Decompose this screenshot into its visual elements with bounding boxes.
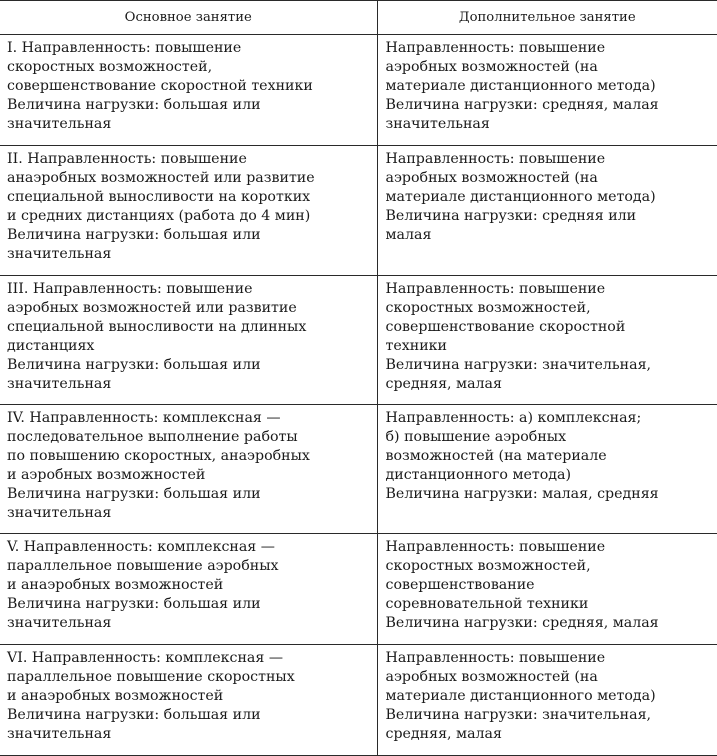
table-header bbox=[0, 1, 717, 35]
main-session-cell bbox=[0, 645, 377, 756]
cell-line: соревновательной техники bbox=[385, 596, 589, 612]
cell-line: по повышению скоростных, анаэробных bbox=[7, 448, 310, 464]
table-row bbox=[0, 405, 717, 534]
additional-session-cell bbox=[377, 405, 717, 534]
cell-line: Величина нагрузки: средняя, малая bbox=[385, 97, 659, 113]
cell-line: скоростных возможностей, bbox=[7, 59, 213, 75]
additional-session-cell bbox=[377, 276, 717, 405]
cell-line: параллельное повышение аэробных bbox=[7, 558, 279, 574]
additional-session-cell bbox=[377, 645, 717, 756]
additional-session-cell bbox=[377, 146, 717, 276]
cell-line: техники bbox=[385, 338, 447, 354]
cell-line: I. Направленность: повышение bbox=[7, 40, 242, 56]
cell-line: аэробных возможностей или развитие bbox=[7, 300, 297, 316]
cell-line: аэробных возможностей (на bbox=[385, 59, 598, 75]
cell-line: совершенствование скоростной техники bbox=[7, 78, 313, 94]
cell-line: скоростных возможностей, bbox=[385, 558, 591, 574]
cell-line: Величина нагрузки: средняя, малая bbox=[385, 615, 659, 631]
cell-line: средняя, малая bbox=[385, 726, 502, 742]
cell-line: и анаэробных возможностей bbox=[7, 688, 224, 704]
cell-line: Величина нагрузки: средняя или bbox=[385, 208, 637, 224]
table-row bbox=[0, 276, 717, 405]
table-row bbox=[0, 534, 717, 645]
cell-line: Направленность: а) комплексная; bbox=[385, 410, 642, 426]
cell-line: и анаэробных возможностей bbox=[7, 577, 224, 593]
cell-line: Величина нагрузки: большая или bbox=[7, 97, 261, 113]
cell-line: и аэробных возможностей bbox=[7, 467, 206, 483]
cell-line: специальной выносливости на длинных bbox=[7, 319, 307, 335]
cell-line: III. Направленность: повышение bbox=[7, 281, 253, 297]
cell-line: аэробных возможностей (на bbox=[385, 669, 598, 685]
cell-line: б) повышение аэробных bbox=[385, 429, 567, 445]
cell-line: Направленность: повышение bbox=[385, 40, 606, 56]
cell-line: Величина нагрузки: малая, средняя bbox=[385, 486, 659, 502]
cell-line: VI. Направленность: комплексная — bbox=[7, 650, 284, 666]
cell-line: Величина нагрузки: значительная, bbox=[385, 707, 652, 723]
cell-line: анаэробных возможностей или развитие bbox=[7, 170, 315, 186]
cell-line: значительная bbox=[385, 116, 490, 132]
cell-line: Величина нагрузки: значительная, bbox=[385, 357, 652, 373]
cell-line: специальной выносливости на коротких bbox=[7, 189, 311, 205]
main-session-cell bbox=[0, 534, 377, 645]
cell-line: Направленность: повышение bbox=[385, 281, 606, 297]
cell-line: Величина нагрузки: большая или bbox=[7, 596, 261, 612]
cell-line: материале дистанционного метода) bbox=[385, 189, 656, 205]
cell-line: скоростных возможностей, bbox=[385, 300, 591, 316]
cell-line: аэробных возможностей (на bbox=[385, 170, 598, 186]
cell-line: материале дистанционного метода) bbox=[385, 688, 656, 704]
table-body bbox=[0, 35, 717, 756]
table-row bbox=[0, 35, 717, 146]
cell-line: малая bbox=[385, 227, 432, 243]
cell-line: совершенствование скоростной bbox=[385, 319, 626, 335]
cell-line: Направленность: повышение bbox=[385, 539, 606, 555]
cell-line: возможностей (на материале bbox=[385, 448, 607, 464]
cell-line: Направленность: повышение bbox=[385, 151, 606, 167]
main-session-cell bbox=[0, 276, 377, 405]
cell-line: материале дистанционного метода) bbox=[385, 78, 656, 94]
cell-line: совершенствование bbox=[385, 577, 535, 593]
cell-line: параллельное повышение скоростных bbox=[7, 669, 295, 685]
header-additional-session: Дополнительное занятие bbox=[377, 1, 717, 35]
cell-line: значительная bbox=[7, 615, 112, 631]
table-row bbox=[0, 146, 717, 276]
cell-line: и средних дистанциях (работа до 4 мин) bbox=[7, 208, 311, 224]
main-session-cell bbox=[0, 405, 377, 534]
cell-line: IV. Направленность: комплексная — bbox=[7, 410, 281, 426]
table-row bbox=[0, 645, 717, 756]
main-session-cell bbox=[0, 146, 377, 276]
cell-line: дистанционного метода) bbox=[385, 467, 572, 483]
cell-line: V. Направленность: комплексная — bbox=[7, 539, 275, 555]
cell-line: значительная bbox=[7, 116, 112, 132]
main-session-cell bbox=[0, 35, 377, 146]
cell-line: средняя, малая bbox=[385, 376, 502, 392]
cell-line: значительная bbox=[7, 246, 112, 262]
header-row bbox=[0, 1, 717, 35]
cell-line: Величина нагрузки: большая или bbox=[7, 227, 261, 243]
cell-line: дистанциях bbox=[7, 338, 95, 354]
header-main-session: Основное занятие bbox=[0, 1, 377, 35]
cell-line: Направленность: повышение bbox=[385, 650, 606, 666]
cell-line: значительная bbox=[7, 726, 112, 742]
cell-line: Величина нагрузки: большая или bbox=[7, 707, 261, 723]
cell-line: последовательное выполнение работы bbox=[7, 429, 298, 445]
additional-session-cell bbox=[377, 35, 717, 146]
additional-session-cell bbox=[377, 534, 717, 645]
cell-line: II. Направленность: повышение bbox=[7, 151, 247, 167]
cell-line: значительная bbox=[7, 505, 112, 521]
cell-line: Величина нагрузки: большая или bbox=[7, 486, 261, 502]
cell-line: Величина нагрузки: большая или bbox=[7, 357, 261, 373]
cell-line: значительная bbox=[7, 376, 112, 392]
